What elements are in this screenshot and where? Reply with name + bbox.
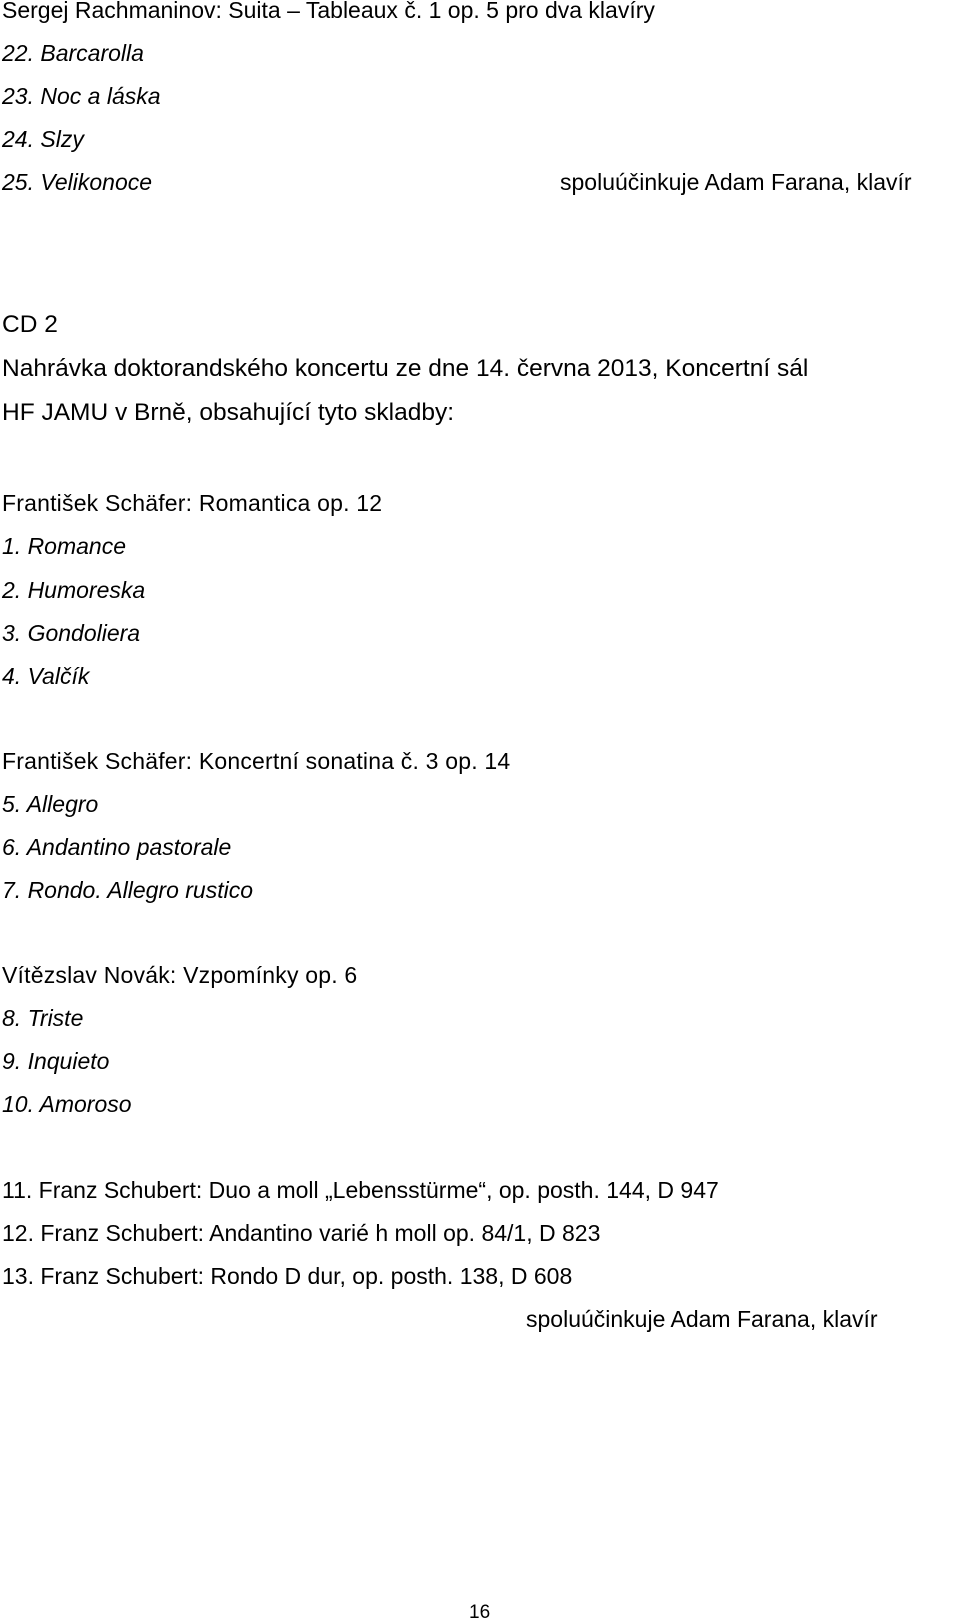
performer-note-2: spoluúčinkuje Adam Farana, klavír xyxy=(526,1306,878,1332)
cd2-intro-line2: HF JAMU v Brně, obsahující tyto skladby: xyxy=(2,399,455,426)
track-5: 5. Allegro xyxy=(2,791,99,817)
sonatina-title: František Schäfer: Koncertní sonatina č. 3 op. 14 xyxy=(2,748,511,774)
track-2: 2. Humoreska xyxy=(2,577,146,603)
rachmaninov-suite-title: Sergej Rachmaninov: Suita – Tableaux č. 1 op. 5 pro dva klavíry xyxy=(2,0,655,23)
track-6: 6. Andantino pastorale xyxy=(2,834,232,860)
track-9: 9. Inquieto xyxy=(2,1048,110,1074)
track-4: 4. Valčík xyxy=(2,663,90,689)
track-13: 13. Franz Schubert: Rondo D dur, op. posth. 138, D 608 xyxy=(2,1263,573,1289)
track-7: 7. Rondo. Allegro rustico xyxy=(2,877,254,903)
track-3: 3. Gondoliera xyxy=(2,620,141,646)
track-23: 23. Noc a láska xyxy=(2,83,161,109)
romantica-title: František Schäfer: Romantica op. 12 xyxy=(2,490,383,516)
page-number: 16 xyxy=(469,1602,491,1623)
track-22: 22. Barcarolla xyxy=(2,40,144,66)
vzpominky-title: Vítězslav Novák: Vzpomínky op. 6 xyxy=(2,962,358,988)
track-11: 11. Franz Schubert: Duo a moll „Lebensstürme“, op. posth. 144, D 947 xyxy=(2,1177,719,1203)
cd2-heading: CD 2 xyxy=(2,311,58,338)
track-10: 10. Amoroso xyxy=(2,1091,132,1117)
track-12: 12. Franz Schubert: Andantino varié h moll op. 84/1, D 823 xyxy=(2,1220,601,1246)
track-24: 24. Slzy xyxy=(2,126,84,152)
track-1: 1. Romance xyxy=(2,533,127,559)
cd2-intro-line1: Nahrávka doktorandského koncertu ze dne 14. června 2013, Koncertní sál xyxy=(2,355,809,382)
track-25: 25. Velikonoce xyxy=(2,169,153,195)
performer-note-1: spoluúčinkuje Adam Farana, klavír xyxy=(560,169,912,195)
track-8: 8. Triste xyxy=(2,1005,84,1031)
